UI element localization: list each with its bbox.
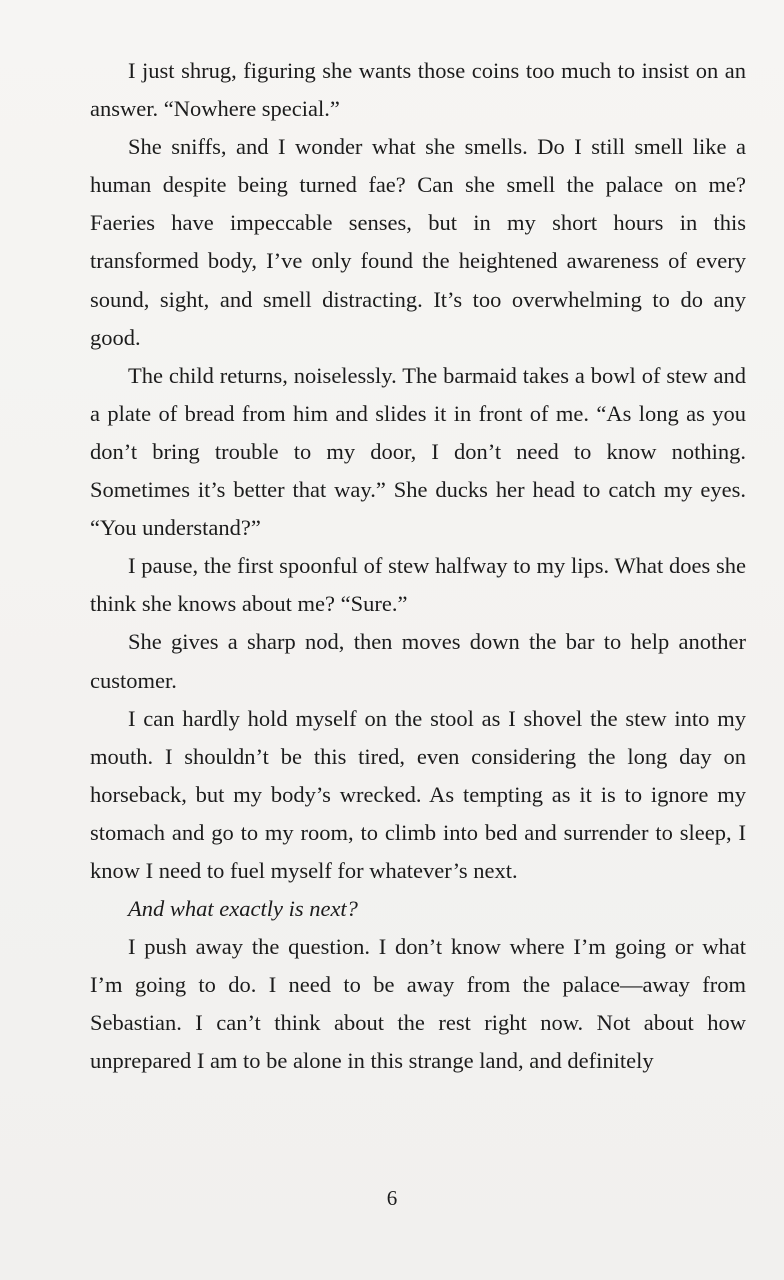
paragraph-6: I can hardly hold myself on the stool as I shovel the stew into my mouth. I shouldn’t be this tired, even considering the long day on horseback, but my body’s wrecked. As tempting as it is to ignore my stomach and go to my room, to climb into bed and surrender to sleep, I know I need to fuel myself for whatever’s next.: [90, 705, 746, 883]
paragraph-1: I just shrug, figuring she wants those coins too much to insist on an answer. “Nowhere special.”: [90, 58, 746, 122]
page-number: 6: [386, 1186, 398, 1210]
paragraph-4: I pause, the first spoonful of stew halfway to my lips. What does she think she knows about me? “Sure.”: [90, 553, 746, 617]
paragraph-3: The child returns, noiselessly. The barmaid takes a bowl of stew and a plate of bread from him and slides it in front of me. “As long as you don’t bring trouble to my door, I don’t need to know nothing. Sometimes it’s better that way.” She ducks her head to catch my eyes. “You understand?”: [90, 362, 746, 541]
paragraph-5: She gives a sharp nod, then moves down the bar to help another customer.: [90, 629, 746, 693]
paragraph-7-italic: And what exactly is next?: [128, 896, 358, 922]
paragraph-8: I push away the question. I don’t know where I’m going or what I’m going to do. I need to be away from the palace—away from Sebastian. I can’t think about the rest right now. Not about how unprepared I am to be alone in this strange land, and definitely: [90, 934, 746, 1074]
body-text: [90, 52, 746, 1081]
paragraph-2: She sniffs, and I wonder what she smells. Do I still smell like a human despite being turned fae? Can she smell the palace on me? Faeries have impeccable senses, but in my short hours in this transformed body, I’ve only found the heightened awareness of every sound, sight, and smell distracting. It’s too overwhelming to do any good.: [90, 134, 746, 350]
